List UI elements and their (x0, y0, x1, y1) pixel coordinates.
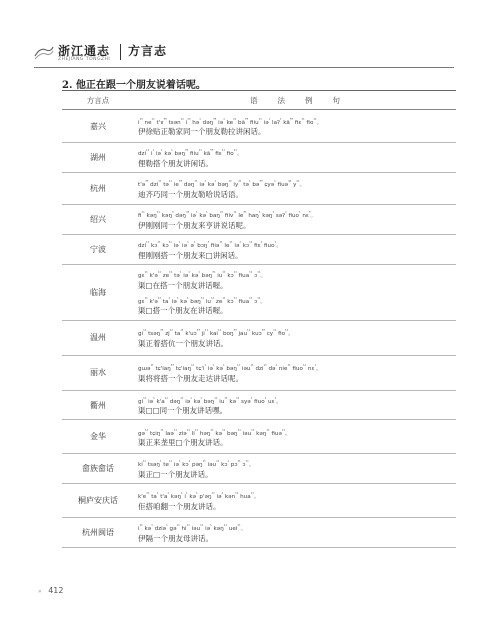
dialect-sentence (134, 390, 456, 420)
chinese-sentence: 渠□□同一个朋友讲话嘿。 (138, 406, 228, 416)
table-row (62, 454, 456, 484)
dialect-place: 杭州 (62, 172, 134, 204)
chinese-sentence: 伊隔一个朋友母讲话。 (138, 534, 213, 544)
brand-title: 浙江通志 (58, 44, 111, 58)
chinese-sentence: 渠正来垄里□个朋友讲话。 (138, 438, 228, 448)
dialect-place: 衢州 (62, 390, 134, 420)
chinese-sentence: 俚刚刚搭一个朋友来□讲闲话。 (138, 250, 243, 260)
ipa-transcription: dzi$^{^{11}}$ kɔ$^{^{11}}$ kɔ$^{^{11}}$ iə$^{^1}$ iə$^{^1}$ ə$^{^1}$ bɔŋ$^{^3}$ fiiə$^{^{11}}$ $le^{^{11}}$ iə$^{^1}$ kɔ$^{^{11}}$ fiɛ$^{^1}$ fiuo$^{^1}$。 (138, 239, 282, 249)
dialect-place: 绍兴 (62, 204, 134, 234)
chinese-sentence: 迪齐巧同一个朋友勒哈说话语。 (138, 189, 243, 199)
table-row (62, 355, 456, 390)
ipa-transcription: $i^{^{11}}$ kə$^{^1}$ dziə$^{^1}$ gə$^{^{11}}$ $hi^{^{11}}$ iəu$^{^{11}}$ iə$^{^1}$ kəŋ$^{^{11}}$ uei$^{^{11}}$。 (138, 523, 247, 533)
column-header-place: 方言点 (62, 91, 134, 110)
page-footer (38, 586, 64, 595)
section-title: 方言志 (128, 44, 168, 58)
table-row (62, 234, 456, 264)
ipa-transcription: $ki^{^{11}}$ tsəŋ$^{^1}$ $te^{^{11}}$ iə$^{^1}$ kɔ$^{^1}$ pəŋ$^{^{11}}$ iəu$^{^{11}}$ kɔ$^{^1}$ pɔ$^{^{11}}$ ɔ$^{^{11}}$。 (138, 459, 255, 469)
ipa-transcription: dzi$^{^{11}}$ $i^{^1}$ iə$^{^1}$ kə$^{^1}$ bəŋ$^{^{33}}$ fiiu$^{^{11}}$ $kã^{^{55}}$ fiɛ$^{^{11}}$ fio$^{^{11}}$。 (138, 148, 243, 157)
header-rule (34, 67, 454, 68)
brand-subtitle: ZHEJIANG TONGZHI (58, 57, 111, 62)
chinese-sentence: 渠□搭一个朋友在讲话喔。 (138, 306, 228, 316)
table-row (62, 172, 456, 204)
ipa-transcription: $i^{^{13}}$ $ne^{^{11}}$ t'ɤ$^{^{55}}$ tsən$^{^{21}}$ $i^{^{13}}$ hə$^{^1}$ dəŋ$^{^{55}}$ iə$^{^1}$ $ke^{^{21}}$ $bă^{^{55}}$ fiiu$^{^{11}}$ iə$^{^1}$ laʔ$^{^1}$ $kã^{^{55}}$ fiɛ$^{^{11}}$ fio$^{^{11}}$。 (138, 116, 323, 126)
example-heading: 2. 他正在跟一个朋友说着话呢。 (62, 80, 206, 91)
ipa-transcription: gə$^{^{11}}$ tɕiŋ$^{^{11}}$ laə$^{^{11}}$ ziə$^{^{11}}$ $li^{^{11}}$ həŋ$^{^{11}}$ kə$^{^{11}}$ bəŋ$^{^{11}}$ iəu$^{^{11}}$ kəŋ$^{^{11}}$ fiuə$^{^{11}}$。 (138, 427, 291, 437)
ipa-transcription: $k'e^{^{11}}$ $ta^{^1}$ $t'a^{^1}$ kəŋ$^{^1}$ $i^{^1}$ kə$^{^1}$ p'əŋ$^{^{11}}$ iə$^{^1}$ kən$^{^{11}}$ hua$^{^{11}}$。 (138, 491, 260, 501)
dialect-sentence (134, 484, 456, 518)
table-body (62, 110, 456, 548)
dialect-sentence (134, 143, 456, 173)
ipa-transcription: t'ə$^{^{33}}$ dzi$^{^{11}}$ tə$^{^{11}}$ $ie^{^{33}}$ dəŋ$^{^{11}}$ iə$^{^1}$ kə$^{^1}$ bəŋ$^{^{13}}$ $iy^{^{21}}$ tə$^{^1}$ bə$^{^{33}}$ ɕyə$^{^1}$ fiuə$^{^{44}}$ $y^{^{21}}$。 (138, 178, 306, 188)
page-header (34, 42, 454, 66)
table-row (62, 518, 456, 548)
table-row (62, 110, 456, 143)
chinese-sentence: 佢搭咱翻一个朋友讲话。 (138, 502, 221, 512)
dialect-place: 丽水 (62, 355, 134, 390)
dialect-sentence (134, 110, 456, 143)
ipa-transcription: $gi^{^{11}}$ iə$^{^1}$ $k'a^{^{11}}$ dəŋ$^{^{11}}$ iə$^{^1}$ kə$^{^1}$ bəŋ$^{^{11}}$ $iu^{^{11}}$ kə$^{^{11}}$ syə$^{^1}$ fiuo$^{^1}$ uɛ$^{^1}$。 (138, 395, 282, 405)
dialect-place: 温州 (62, 320, 134, 355)
ipa-transcription: $gi^{^{11}}$ tsəŋ$^{^{33}}$ $zj^{^{11}}$ $ta^{^{11}}$ k'uɔ$^{^{33}}$ $ji^{^{11}}$ kai$^{^{11}}$ boŋ$^{^{33}}$ jau$^{^{11}}$ kuɔ$^{^{33}}$ $cy^{^{11}}$ fio$^{^{11}}$。 (138, 328, 294, 337)
ipa-transcription: gɛ$^{^{11}}$ k'ə$^{^{11}}$ $ta^{^1}$ iə$^{^1}$ kə$^{^1}$ bəŋ$^{^{11}}$ $iu^{^{11}}$ $ze^{^{11}}$ kɔ$^{^{11}}$ fiua$^{^{11}}$ ɔ$^{^{11}}$。 (138, 295, 267, 305)
table-header-row (62, 91, 456, 110)
dialect-place: 桐庐安庆话 (62, 484, 134, 518)
ipa-transcription: gɛ$^{^{11}}$ k'ə$^{^{11}}$ $ze^{^{11}}$ tə$^{^1}$ iə$^{^1}$ kə$^{^1}$ bəŋ$^{^{31}}$ $iu^{^{11}}$ kɔ$^{^{11}}$ fiua$^{^{11}}$ ɔ$^{^{11}}$。 (138, 269, 267, 279)
dialect-sentence (134, 204, 456, 234)
dialect-sentence (134, 454, 456, 484)
dialect-sentence (134, 264, 456, 320)
page-number: 412 (48, 586, 64, 595)
dialect-place: 宁波 (62, 234, 134, 264)
chinese-sentence: 俚勒搭个朋友讲闲话。 (138, 158, 213, 168)
dialect-table (62, 90, 456, 548)
dialect-place: 畲族畲话 (62, 454, 134, 484)
table-row (62, 420, 456, 454)
table-row (62, 320, 456, 355)
dialect-sentence (134, 172, 456, 204)
chinese-sentence: 伊刚刚同一个朋友来亨讲说话呢。 (138, 220, 251, 230)
table-row (62, 264, 456, 320)
dialect-sentence (134, 355, 456, 390)
dialect-sentence (134, 518, 456, 548)
dialect-place: 杭州闽语 (62, 518, 134, 548)
dialect-place: 临海 (62, 264, 134, 320)
ipa-transcription: $fi^{^{21}}$ kəŋ$^{^{21}}$ kəŋ$^{^3}$ dəŋ$^{^{33}}$ iə$^{^1}$ kə$^{^1}$ baŋ$^{^{21}}$ fiiv$^{^{11}}$ $le^{^{31}}$ haŋ$^{^1}$ kəŋ$^{^1}$ səʔ$^{^1}$ fiuo$^{^1}$ nɛ$^{^5}$。 (138, 209, 317, 219)
dialect-place: 湖州 (62, 143, 134, 173)
table-row (62, 484, 456, 518)
chinese-sentence: 渠□在搭一个朋友讲话喔。 (138, 280, 228, 290)
logo-icon (34, 44, 54, 60)
chinese-sentence: 渠将将搭一个朋友走达讲话呢。 (138, 374, 243, 383)
table-row (62, 143, 456, 173)
dialect-place: 嘉兴 (62, 110, 134, 143)
column-header-sentence: 语法例句 (134, 91, 456, 110)
chinese-sentence: 渠正着搭伉一个朋友讲话。 (138, 339, 228, 348)
chinese-sentence: 渠正□一个朋友讲话。 (138, 470, 213, 480)
table-row (62, 390, 456, 420)
page-arrow-icon: » (38, 588, 42, 595)
dialect-sentence (134, 320, 456, 355)
ipa-transcription: gɯə$^{^{11}}$ tɕ'iaŋ$^{^{33}}$ tɕ'iaŋ$^{^{11}}$ $tɕ'i^{^1}$ iə$^{^1}$ kə$^{^1}$ bəŋ$^{^{11}}$ iəu$^{^{11}}$ dzi$^{^{11}}$ də$^{^1}$ nie$^{^{11}}$ fiuo$^{^{11}}$ nɛ$^{^1}$。 (138, 363, 322, 372)
dialect-sentence (134, 420, 456, 454)
dialect-place: 金华 (62, 420, 134, 454)
table-row (62, 204, 456, 234)
header-divider (120, 44, 121, 60)
chinese-sentence: 伊徐贴正勒家同一个朋友勒拉讲闲话。 (138, 127, 266, 137)
dialect-sentence (134, 234, 456, 264)
